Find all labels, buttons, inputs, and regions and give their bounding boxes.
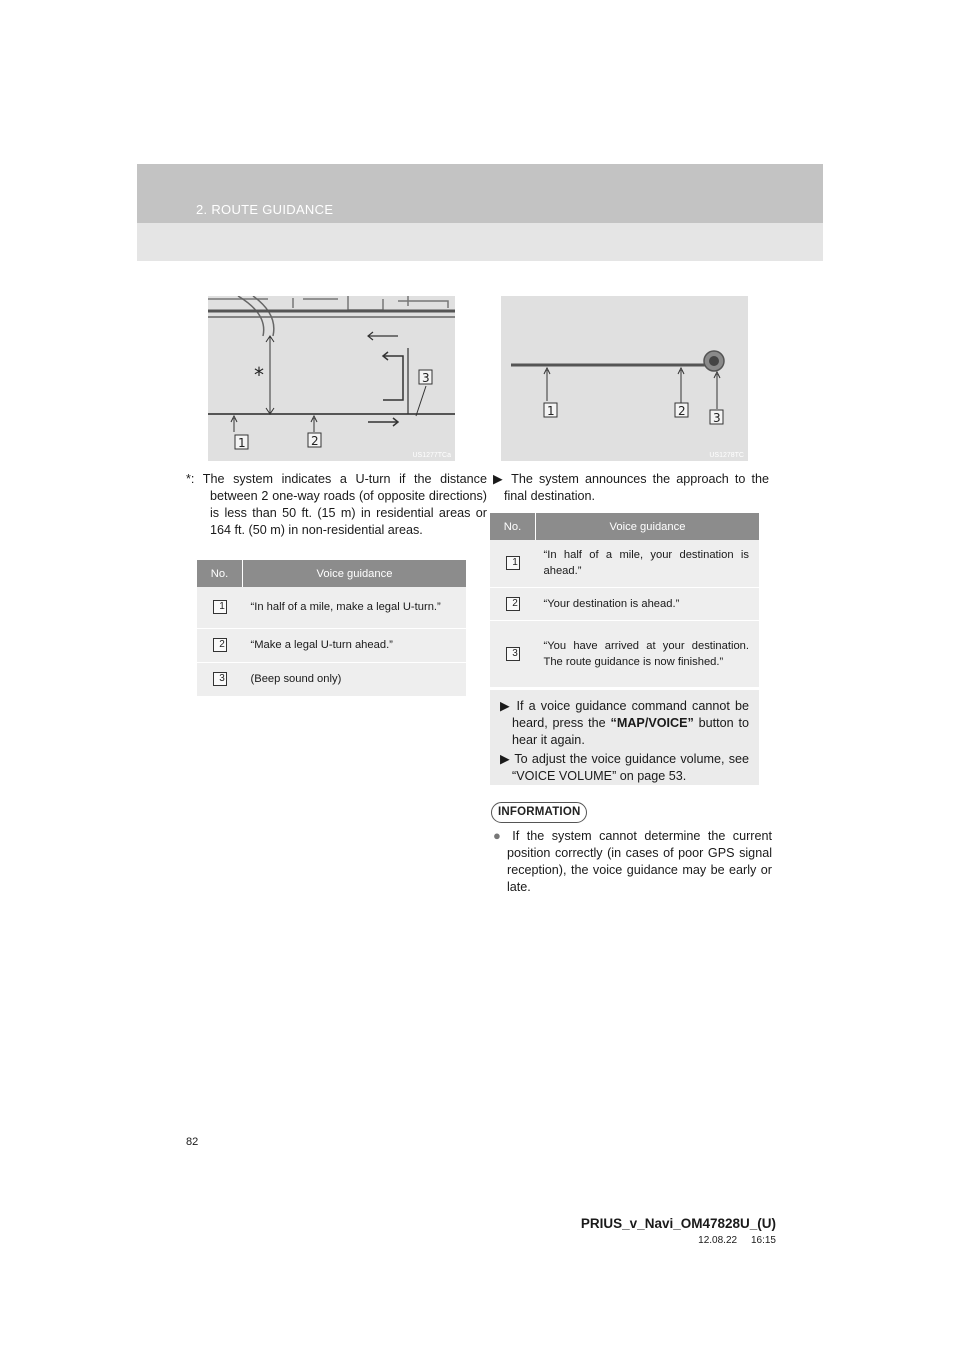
table-row	[490, 620, 759, 687]
table-row	[490, 587, 759, 620]
section-title: 2. ROUTE GUIDANCE	[196, 202, 334, 217]
figure-destination	[501, 296, 748, 461]
document-id: PRIUS_v_Navi_OM47828U_(U)	[580, 1216, 776, 1231]
header-top	[137, 164, 823, 223]
voice-guidance-text: “In half of a mile, make a legal U-turn.”	[243, 587, 467, 628]
tip-map-voice: ▶ If a voice guidance command cannot be heard, press the “MAP/VOICE” button to hear it again.	[500, 699, 750, 747]
uturn-voice-guidance-table	[197, 560, 466, 697]
callout-number: 2	[506, 597, 520, 611]
callout-number: 3	[506, 647, 520, 661]
svg-text:1: 1	[238, 436, 246, 450]
page-number: 82	[186, 1136, 199, 1148]
destination-voice-guidance-table	[490, 513, 759, 688]
bullet-icon: ▶	[500, 699, 512, 713]
information-text: ● If the system cannot determine the current position correctly (in cases of poor GPS signal reception), the voice guidance may be early or late.	[493, 828, 772, 894]
tips-box	[490, 690, 759, 785]
document-timestamp: 12.08.22 16:15	[698, 1235, 776, 1246]
tip-voice-volume: ▶ To adjust the voice guidance volume, see “VOICE VOLUME” on page 53.	[500, 752, 749, 783]
table-row	[197, 628, 466, 662]
header-band	[137, 164, 823, 261]
voice-guidance-text: “Your destination is ahead.”	[536, 587, 760, 620]
uturn-note: *: The system indicates a U-turn if the distance between 2 one-way roads (of opposite directions) is less than 50 ft. (15 m) in residential areas or 164 ft. (50 m) in non-residential areas.	[186, 472, 487, 537]
intro-text: The system announces the approach to the final destination.	[504, 472, 770, 503]
svg-text:2: 2	[311, 434, 319, 448]
svg-text:3: 3	[713, 411, 721, 425]
voice-guidance-text: “You have arrived at your destination. The route guidance is now finished.”	[536, 620, 760, 687]
svg-text:*: *	[254, 363, 264, 387]
voice-guidance-text: “In half of a mile, your destination is ahead.”	[536, 540, 760, 587]
column-header-voice-guidance: Voice guidance	[243, 560, 467, 587]
callout-number: 1	[213, 600, 227, 614]
callout-number: 1	[506, 556, 520, 570]
svg-text:1: 1	[547, 404, 555, 418]
table-row	[490, 540, 759, 587]
table-row	[197, 662, 466, 696]
destination-intro	[493, 471, 769, 505]
table-row	[197, 587, 466, 628]
bullet-dot-icon: ●	[493, 828, 505, 843]
voice-guidance-text: “Make a legal U-turn ahead.”	[243, 628, 467, 662]
map-voice-button-label: “MAP/VOICE”	[610, 716, 694, 730]
svg-text:3: 3	[422, 371, 430, 385]
column-header-voice-guidance: Voice guidance	[536, 513, 760, 540]
bullet-icon: ▶	[500, 752, 511, 766]
figure-code: US1277TCa	[412, 452, 451, 459]
figure-uturn	[208, 296, 455, 461]
information-label: INFORMATION	[491, 802, 587, 823]
uturn-map-illustration	[208, 296, 455, 461]
svg-text:2: 2	[678, 404, 686, 418]
figure-code: US1278TC	[709, 452, 744, 459]
destination-map-illustration	[501, 296, 748, 461]
column-header-no: No.	[490, 513, 536, 540]
bullet-icon: ▶	[493, 472, 506, 486]
callout-number: 3	[213, 672, 227, 686]
callout-number: 2	[213, 638, 227, 652]
voice-guidance-text: (Beep sound only)	[243, 662, 467, 696]
column-header-no: No.	[197, 560, 243, 587]
